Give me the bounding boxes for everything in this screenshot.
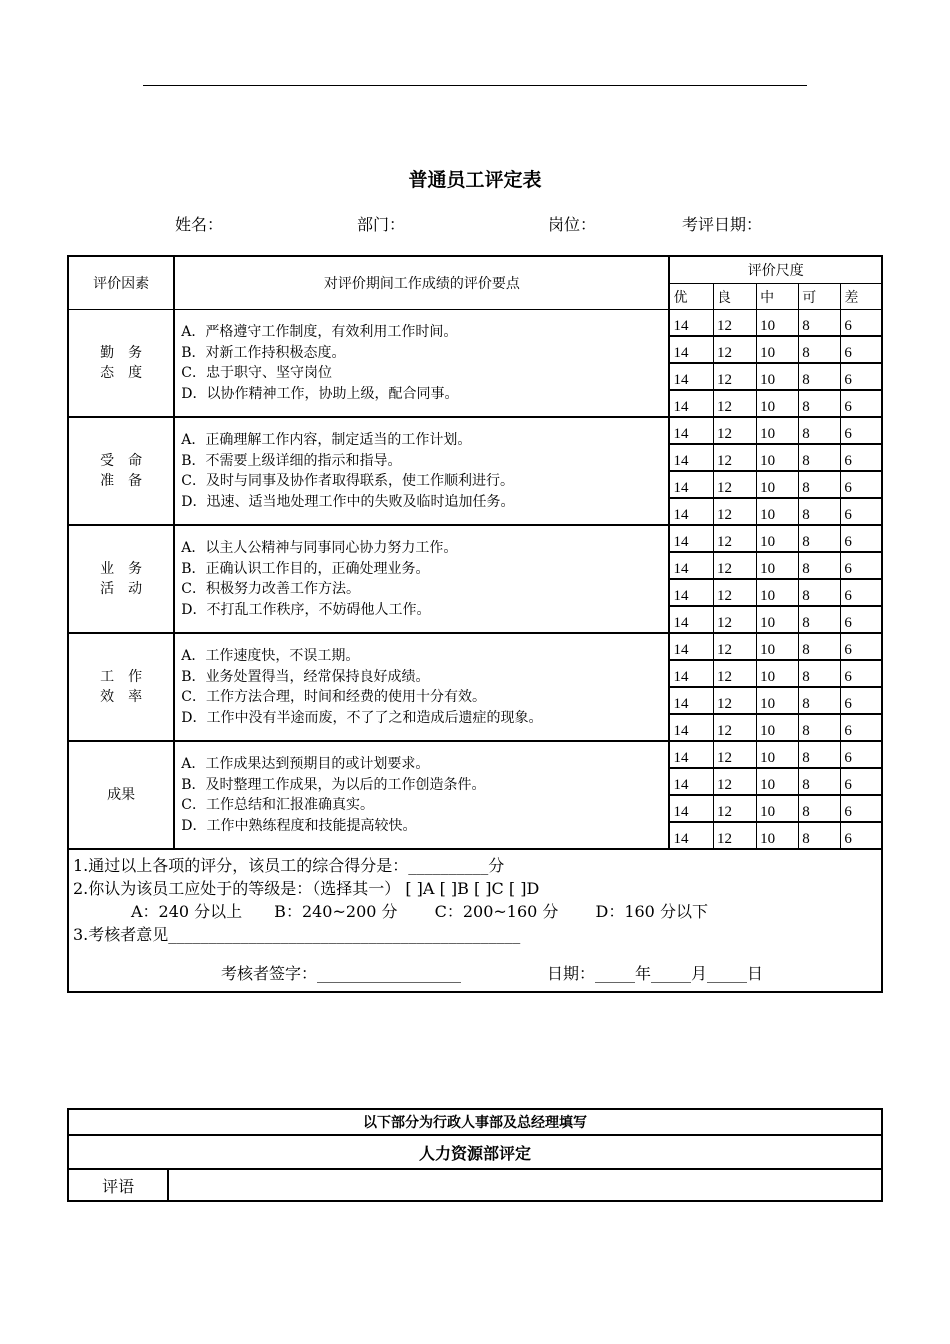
factor-cell bbox=[68, 525, 174, 633]
score-option[interactable]: 6 bbox=[841, 310, 882, 337]
evaluation-table bbox=[67, 255, 883, 993]
form-title: 普通员工评定表 bbox=[408, 169, 542, 191]
score-option[interactable]: 8 bbox=[799, 390, 841, 417]
evaluation-point: B．对新工作持积极态度。 bbox=[181, 344, 346, 361]
evaluation-point: A．工作成果达到预期目的或计划要求。 bbox=[181, 756, 430, 772]
evaluation-point: B．业务处置得当，经常保持良好成绩。 bbox=[181, 668, 430, 685]
score-option[interactable]: 14 bbox=[669, 633, 713, 660]
post-label: 岗位： bbox=[548, 215, 597, 234]
score-option[interactable]: 10 bbox=[757, 552, 799, 579]
score-option[interactable]: 12 bbox=[714, 552, 757, 579]
score-option[interactable]: 14 bbox=[669, 471, 713, 498]
sign-date-line[interactable]: 日期：_____年_____月_____日 bbox=[547, 964, 764, 983]
factor-cell bbox=[68, 417, 174, 525]
score-option[interactable]: 12 bbox=[714, 687, 757, 714]
score-option[interactable]: 12 bbox=[714, 471, 757, 498]
score-option[interactable]: 6 bbox=[841, 390, 882, 417]
score-option[interactable]: 10 bbox=[757, 417, 799, 444]
score-option[interactable]: 8 bbox=[799, 822, 841, 849]
score-row bbox=[68, 417, 882, 444]
score-option[interactable]: 8 bbox=[799, 660, 841, 687]
total-score-line[interactable]: 1.通过以上各项的评分，该员工的综合得分是：__________分 bbox=[73, 856, 505, 875]
score-option[interactable]: 12 bbox=[714, 579, 757, 606]
score-option[interactable]: 12 bbox=[714, 633, 757, 660]
evaluation-point: C．工作总结和汇报准确真实。 bbox=[181, 797, 374, 813]
factor-cell bbox=[68, 633, 174, 741]
score-option[interactable]: 6 bbox=[841, 687, 882, 714]
score-option[interactable]: 12 bbox=[714, 336, 757, 363]
evaluation-point: A．正确理解工作内容，制定适当的工作计划。 bbox=[181, 432, 472, 448]
factor-line: 准 备 bbox=[100, 473, 143, 489]
score-option[interactable]: 10 bbox=[757, 714, 799, 741]
score-option[interactable]: 10 bbox=[757, 822, 799, 849]
score-option[interactable]: 14 bbox=[669, 579, 713, 606]
scale-label: 中 bbox=[757, 284, 799, 310]
score-option[interactable]: 8 bbox=[799, 471, 841, 498]
points-cell bbox=[174, 741, 669, 849]
evaluation-point: B．不需要上级详细的指示和指导。 bbox=[181, 452, 402, 469]
scale-label: 良 bbox=[714, 284, 757, 310]
score-option[interactable]: 14 bbox=[669, 768, 713, 795]
score-option[interactable]: 8 bbox=[799, 444, 841, 471]
score-option[interactable]: 10 bbox=[757, 310, 799, 337]
score-option[interactable]: 6 bbox=[841, 795, 882, 822]
score-row bbox=[68, 310, 882, 337]
evaluation-point: D．不打乱工作秩序，不妨碍他人工作。 bbox=[181, 601, 431, 618]
points-cell bbox=[174, 310, 669, 418]
score-option[interactable]: 8 bbox=[799, 525, 841, 552]
factor-line: 活 动 bbox=[100, 581, 143, 597]
score-option[interactable]: 8 bbox=[799, 310, 841, 337]
score-option[interactable]: 10 bbox=[757, 363, 799, 390]
score-option[interactable]: 10 bbox=[757, 768, 799, 795]
score-option[interactable]: 14 bbox=[669, 336, 713, 363]
evaluation-point: C．积极努力改善工作方法。 bbox=[181, 581, 360, 597]
factor-cell bbox=[68, 310, 174, 418]
score-option[interactable]: 12 bbox=[714, 741, 757, 768]
score-option[interactable]: 12 bbox=[714, 444, 757, 471]
score-option[interactable]: 6 bbox=[841, 660, 882, 687]
score-option[interactable]: 6 bbox=[841, 714, 882, 741]
score-option[interactable]: 12 bbox=[714, 795, 757, 822]
dept-label: 部门： bbox=[357, 215, 406, 234]
score-option[interactable]: 6 bbox=[841, 768, 882, 795]
scale-label: 可 bbox=[799, 284, 841, 310]
reviewer-signature-line[interactable]: 考核者签字：__________________ bbox=[221, 964, 462, 983]
reviewer-opinion-line[interactable]: 3.考核者意见____________________________________________ bbox=[73, 925, 521, 944]
score-option[interactable]: 10 bbox=[757, 741, 799, 768]
score-option[interactable]: 10 bbox=[757, 444, 799, 471]
score-option[interactable]: 12 bbox=[714, 498, 757, 525]
factor-header: 评价因素 bbox=[68, 256, 174, 310]
score-option[interactable]: 14 bbox=[669, 444, 713, 471]
score-option[interactable]: 12 bbox=[714, 417, 757, 444]
score-option[interactable]: 14 bbox=[669, 660, 713, 687]
scale-header: 评价尺度 bbox=[669, 256, 882, 284]
evaluation-point: B．正确认识工作目的，正确处理业务。 bbox=[181, 560, 430, 577]
factor-line: 受 命 bbox=[100, 453, 143, 469]
evaluation-point: D．工作中熟练程度和技能提高较快。 bbox=[181, 817, 417, 834]
factor-line: 效 率 bbox=[100, 689, 143, 705]
score-row bbox=[68, 741, 882, 768]
score-option[interactable]: 8 bbox=[799, 633, 841, 660]
summary-section bbox=[68, 849, 882, 992]
points-cell bbox=[174, 633, 669, 741]
points-cell bbox=[174, 525, 669, 633]
evaluation-point: C．工作方法合理，时间和经费的使用十分有效。 bbox=[181, 689, 486, 705]
score-option[interactable]: 6 bbox=[841, 633, 882, 660]
score-option[interactable]: 10 bbox=[757, 498, 799, 525]
evaluation-point: C．忠于职守、坚守岗位 bbox=[181, 365, 332, 381]
date-label: 考评日期： bbox=[682, 215, 763, 234]
evaluation-point: D．以协作精神工作，协助上级，配合同事。 bbox=[181, 385, 459, 402]
score-option[interactable]: 14 bbox=[669, 687, 713, 714]
score-option[interactable]: 10 bbox=[757, 579, 799, 606]
score-option[interactable]: 6 bbox=[841, 579, 882, 606]
factor-line: 业 务 bbox=[100, 561, 143, 577]
score-row bbox=[68, 525, 882, 552]
score-option[interactable]: 8 bbox=[799, 768, 841, 795]
comment-label: 评语 bbox=[68, 1169, 168, 1201]
score-option[interactable]: 14 bbox=[669, 552, 713, 579]
score-option[interactable]: 6 bbox=[841, 525, 882, 552]
score-option[interactable]: 8 bbox=[799, 741, 841, 768]
score-option[interactable]: 6 bbox=[841, 741, 882, 768]
factor-line: 工 作 bbox=[100, 669, 143, 685]
score-option[interactable]: 10 bbox=[757, 390, 799, 417]
factor-line: 成果 bbox=[107, 787, 136, 803]
factor-cell bbox=[68, 741, 174, 849]
score-option[interactable]: 8 bbox=[799, 579, 841, 606]
score-option[interactable]: 6 bbox=[841, 552, 882, 579]
score-option[interactable]: 12 bbox=[714, 714, 757, 741]
score-option[interactable]: 12 bbox=[714, 310, 757, 337]
score-option[interactable]: 14 bbox=[669, 417, 713, 444]
score-option[interactable]: 8 bbox=[799, 687, 841, 714]
score-option[interactable]: 10 bbox=[757, 660, 799, 687]
evaluation-point: A．以主人公精神与同事同心协力努力工作。 bbox=[181, 540, 458, 556]
score-option[interactable]: 12 bbox=[714, 660, 757, 687]
score-option[interactable]: 8 bbox=[799, 417, 841, 444]
score-option[interactable]: 8 bbox=[799, 795, 841, 822]
score-option[interactable]: 12 bbox=[714, 363, 757, 390]
score-option[interactable]: 6 bbox=[841, 444, 882, 471]
score-option[interactable]: 14 bbox=[669, 310, 713, 337]
scale-label: 差 bbox=[841, 284, 882, 310]
hr-banner: 以下部分为行政人事部及总经理填写 bbox=[68, 1109, 882, 1135]
factor-line: 勤 务 bbox=[100, 345, 143, 361]
score-option[interactable]: 10 bbox=[757, 633, 799, 660]
score-option[interactable]: 10 bbox=[757, 606, 799, 633]
top-rule bbox=[143, 85, 807, 86]
score-option[interactable]: 14 bbox=[669, 714, 713, 741]
points-cell bbox=[174, 417, 669, 525]
score-option[interactable]: 8 bbox=[799, 363, 841, 390]
score-option[interactable]: 14 bbox=[669, 525, 713, 552]
evaluation-point: B．及时整理工作成果，为以后的工作创造条件。 bbox=[181, 776, 486, 793]
score-option[interactable]: 10 bbox=[757, 795, 799, 822]
score-option[interactable]: 8 bbox=[799, 714, 841, 741]
score-option[interactable]: 6 bbox=[841, 606, 882, 633]
score-option[interactable]: 6 bbox=[841, 336, 882, 363]
evaluation-point: A．严格遵守工作制度，有效利用工作时间。 bbox=[181, 324, 458, 340]
evaluation-point: C．及时与同事及协作者取得联系，使工作顺利进行。 bbox=[181, 473, 514, 489]
score-option[interactable]: 12 bbox=[714, 390, 757, 417]
score-option[interactable]: 8 bbox=[799, 606, 841, 633]
score-option[interactable]: 14 bbox=[669, 390, 713, 417]
score-option[interactable]: 6 bbox=[841, 417, 882, 444]
factor-line: 态 度 bbox=[100, 365, 143, 381]
scale-label: 优 bbox=[669, 284, 713, 310]
score-option[interactable]: 8 bbox=[799, 552, 841, 579]
score-option[interactable]: 14 bbox=[669, 795, 713, 822]
score-option[interactable]: 14 bbox=[669, 822, 713, 849]
score-option[interactable]: 12 bbox=[714, 606, 757, 633]
evaluation-point: D．工作中没有半途而废，不了了之和造成后遗症的现象。 bbox=[181, 709, 543, 726]
score-option[interactable]: 10 bbox=[757, 471, 799, 498]
score-option[interactable]: 6 bbox=[841, 363, 882, 390]
hr-title: 人力资源部评定 bbox=[68, 1135, 882, 1169]
hr-table bbox=[67, 1108, 883, 1202]
score-row bbox=[68, 633, 882, 660]
score-option[interactable]: 8 bbox=[799, 336, 841, 363]
evaluation-point: D．迅速、适当地处理工作中的失败及临时追加任务。 bbox=[181, 493, 515, 510]
score-option[interactable]: 12 bbox=[714, 822, 757, 849]
comment-field[interactable] bbox=[168, 1169, 882, 1201]
score-option[interactable]: 6 bbox=[841, 498, 882, 525]
score-option[interactable]: 6 bbox=[841, 471, 882, 498]
score-option[interactable]: 10 bbox=[757, 336, 799, 363]
score-option[interactable]: 10 bbox=[757, 687, 799, 714]
score-option[interactable]: 10 bbox=[757, 525, 799, 552]
score-option[interactable]: 6 bbox=[841, 822, 882, 849]
score-option[interactable]: 14 bbox=[669, 363, 713, 390]
score-option[interactable]: 14 bbox=[669, 606, 713, 633]
name-label: 姓名： bbox=[175, 215, 224, 234]
points-header: 对评价期间工作成绩的评价要点 bbox=[174, 256, 669, 310]
score-option[interactable]: 12 bbox=[714, 768, 757, 795]
score-option[interactable]: 14 bbox=[669, 741, 713, 768]
evaluation-point: A．工作速度快，不误工期。 bbox=[181, 648, 360, 664]
grade-select-line[interactable]: 2.你认为该员工应处于的等级是：（选择其一） [ ]A [ ]B [ ]C [ ]D bbox=[73, 879, 540, 898]
score-option[interactable]: 12 bbox=[714, 525, 757, 552]
score-option[interactable]: 14 bbox=[669, 498, 713, 525]
grade-ranges: A：240 分以上 B：240~200 分 C：200~160 分 D：160 分以下 bbox=[131, 902, 708, 921]
score-option[interactable]: 8 bbox=[799, 498, 841, 525]
